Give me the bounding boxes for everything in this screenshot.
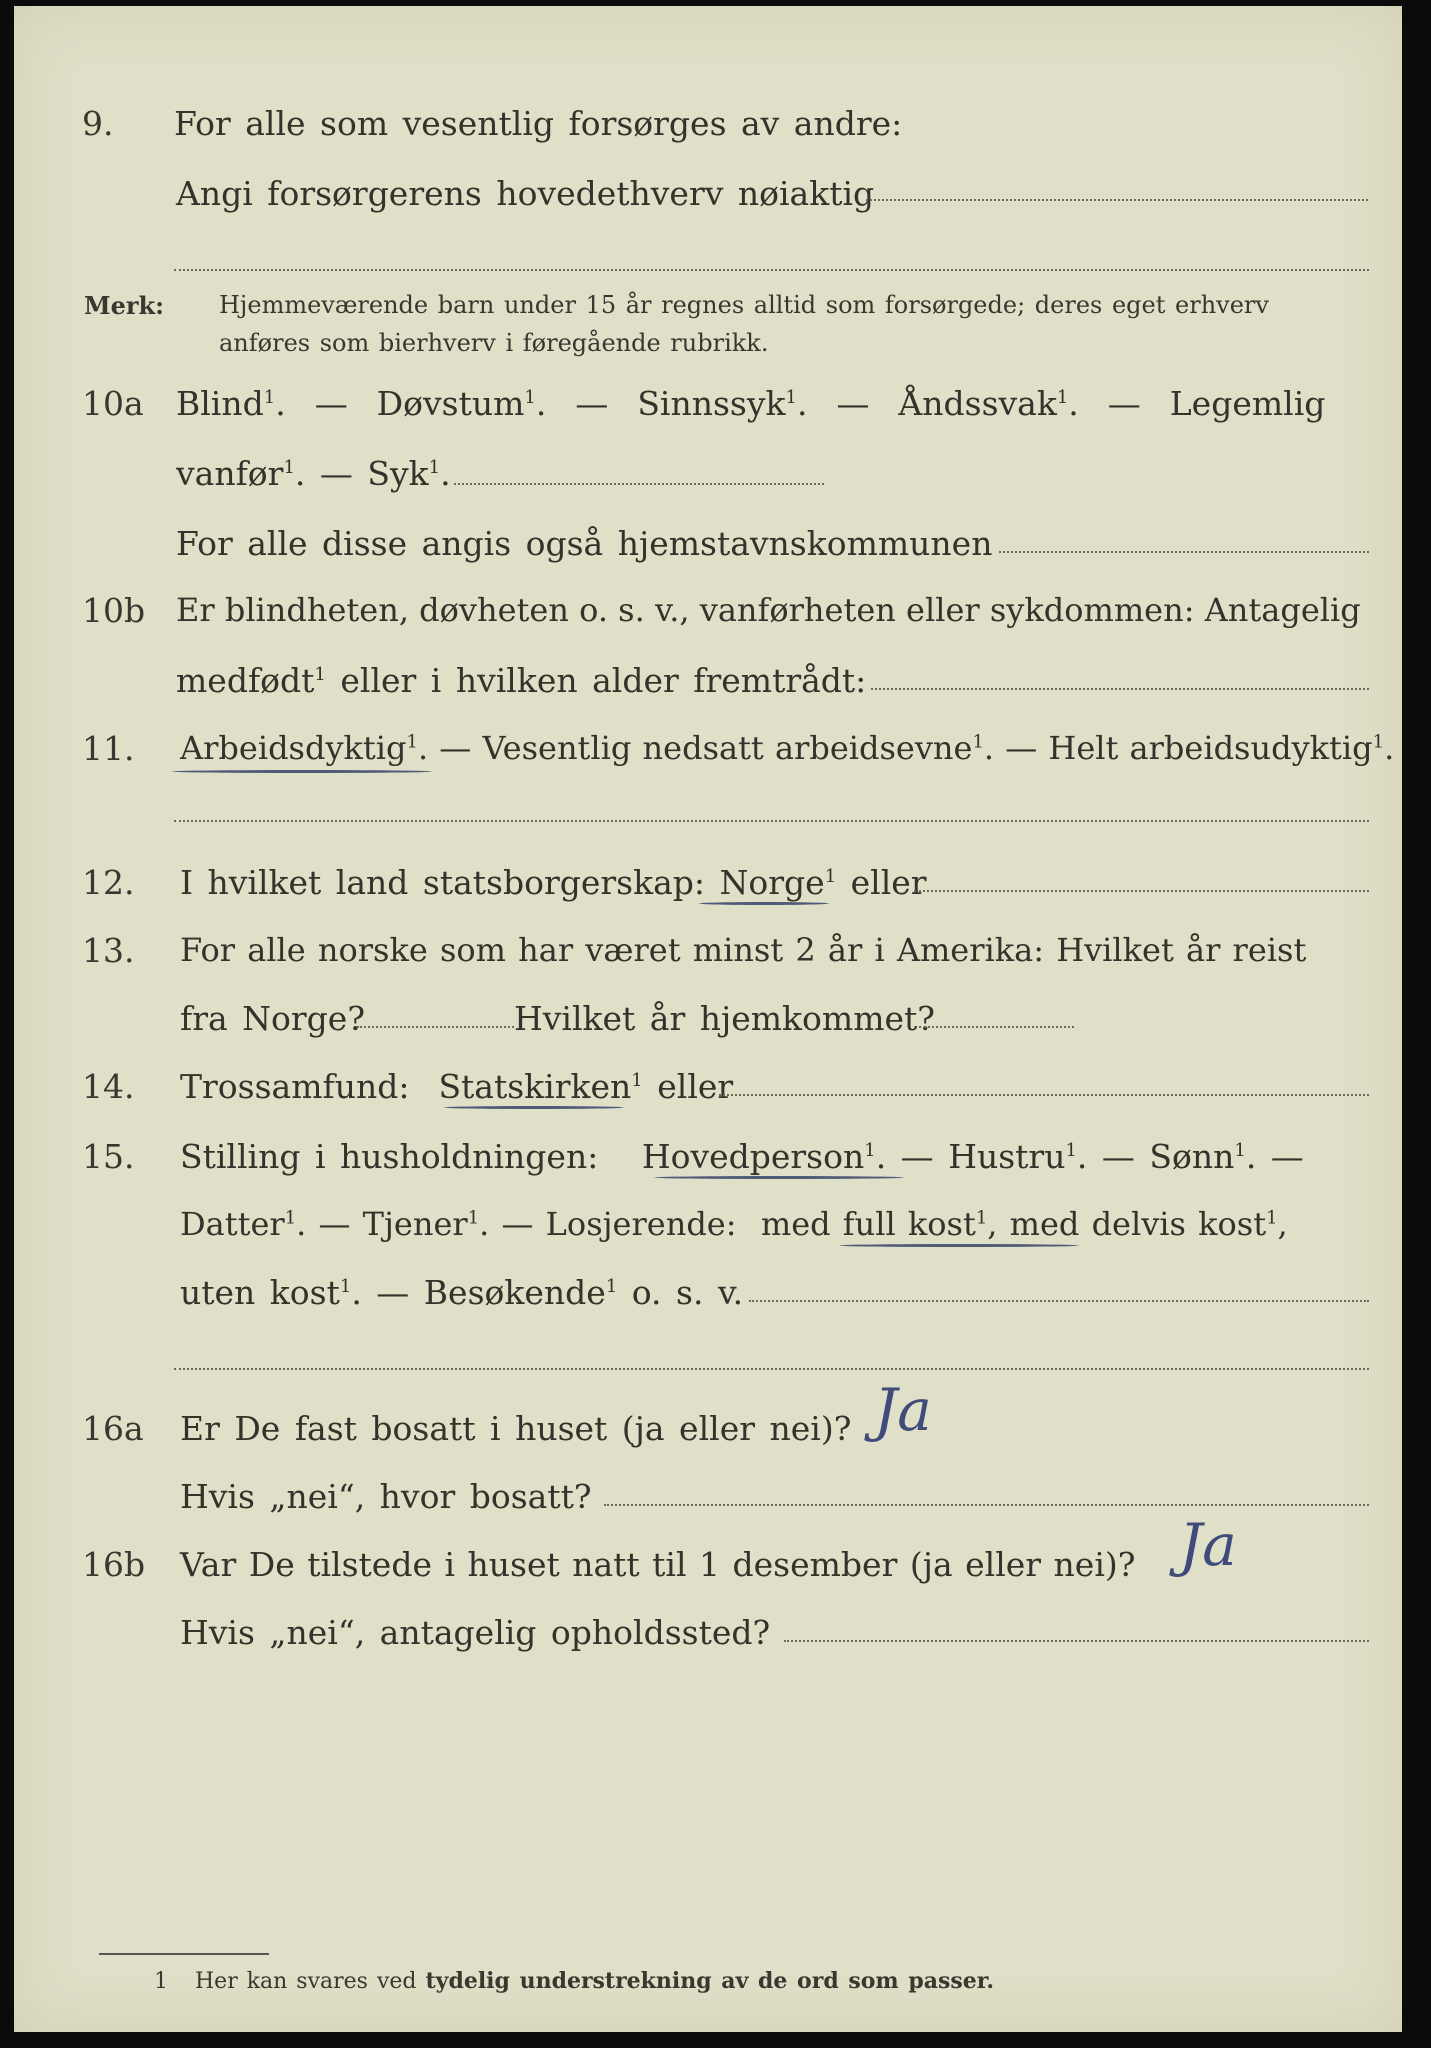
opt-blind: Blind (176, 384, 264, 423)
q16b-line1: Var De tilstede i huset natt til 1 desember (ja eller nei)? (180, 1545, 1136, 1584)
opt-delvis-kost: med delvis kost (1009, 1205, 1267, 1243)
q13-line1: For alle norske som har været minst 2 år i Amerika: Hvilket år reist (180, 931, 1307, 969)
merk-label: Merk: (84, 291, 164, 320)
q10b-line2: medfødt$^1$ eller i hvilken alder fremtrådt: (176, 661, 867, 700)
q16b-handwritten-answer: Ja (1179, 1511, 1237, 1579)
q12-underline-mark (699, 902, 829, 905)
opt-tjener: Tjener (362, 1205, 468, 1243)
q9-number: 9. (82, 104, 114, 143)
q16b-answer-line (784, 1640, 1369, 1642)
q13-number: 13. (82, 931, 135, 970)
q15-underline-full-kost (839, 1244, 1079, 1247)
q16a-number: 16a (82, 1409, 144, 1448)
q11-underline-mark (172, 770, 432, 773)
opt-nedsatt: Vesentlig nedsatt arbeidsevne (482, 729, 973, 767)
q15-answer-line (749, 1300, 1369, 1302)
opt-besokende: Besøkende (423, 1273, 606, 1312)
census-form-page (14, 6, 1402, 2032)
q10b-line1: Er blindheten, døvheten o. s. v., vanførheten eller sykdommen: Antagelig (176, 591, 1361, 629)
opt-legemlig: Legemlig (1169, 384, 1326, 423)
q16b-line2: Hvis „nei“, antagelig opholdssted? (180, 1613, 771, 1652)
q14-number: 14. (82, 1067, 135, 1106)
q16a-line2: Hvis „nei“, hvor bosatt? (180, 1477, 592, 1516)
opt-syk: Syk (367, 454, 429, 493)
opt-full-kost: med full kost (760, 1205, 976, 1243)
opt-vanfor: vanfør (176, 454, 284, 493)
q10a-line3: For alle disse angis også hjemstavnskommunen (176, 524, 993, 563)
q13-line2b: Hvilket år hjemkommet? (514, 999, 935, 1038)
q16a-line1: Er De fast bosatt i huset (ja eller nei)? (180, 1409, 852, 1448)
q10a-number: 10a (82, 384, 144, 423)
q14-answer-line (719, 1094, 1369, 1096)
q9-answer-line-2 (174, 269, 1369, 271)
opt-uten-kost: uten kost (180, 1273, 340, 1312)
q10a-line1: Blind$^1$. — Døvstum$^1$. — Sinnssyk$^1$. — Åndssvak$^1$. — Legemlig (176, 384, 1326, 423)
q15-line2: Datter$^1$. — Tjener$^1$. — Losjerende: med full kost$^1$, med delvis kost$^1$, (180, 1205, 1288, 1243)
opt-datter: Datter (180, 1205, 285, 1243)
opt-hustru: Hustru (948, 1137, 1066, 1176)
opt-udyktig: Helt arbeidsudyktig (1048, 729, 1373, 767)
opt-medfodt: medfødt (176, 661, 315, 700)
q11-number: 11. (82, 729, 135, 768)
q10b-number: 10b (82, 591, 146, 630)
q14-underline-mark (444, 1106, 624, 1109)
q15-number: 15. (82, 1137, 135, 1176)
q9-answer-line (866, 199, 1368, 201)
q15-line3: uten kost$^1$. — Besøkende$^1$ o. s. v. (180, 1273, 744, 1312)
q12-line: I hvilket land statsborgerskap: Norge$^1$ eller (180, 863, 927, 902)
q15-underline-hovedperson (654, 1176, 904, 1179)
q15-line1: Stilling i husholdningen: Hovedperson$^1$. — Hustru$^1$. — Sønn$^1$. — (180, 1137, 1304, 1176)
q14-line: Trossamfund: Statskirken$^1$ eller (180, 1067, 734, 1106)
opt-arbeidsdyktig: Arbeidsdyktig (180, 729, 407, 767)
q9-line2: Angi forsørgerens hovedethverv nøiaktig (176, 174, 875, 213)
q10a-kommune-line (999, 551, 1369, 553)
q13-line2a: fra Norge? (180, 999, 366, 1038)
q12-answer-line (914, 890, 1369, 892)
opt-statskirken: Statskirken (438, 1067, 632, 1106)
q16a-handwritten-answer: Ja (874, 1376, 932, 1444)
opt-dovstum: Døvstum (376, 384, 525, 423)
opt-sonn: Sønn (1149, 1137, 1235, 1176)
q10a-answer-line (454, 483, 824, 485)
opt-sinnssyk: Sinnssyk (637, 384, 786, 423)
q10b-answer-line (871, 688, 1369, 690)
q10a-line2: vanfør$^1$. — Syk$^1$. (176, 454, 451, 493)
q13-hjemkommet-line (919, 1026, 1074, 1028)
q15-answer-line-2 (174, 1368, 1369, 1370)
opt-hovedperson: Hovedperson (641, 1137, 865, 1176)
q9-line1: For alle som vesentlig forsørges av andre: (174, 104, 903, 143)
opt-andssvak: Åndssvak (898, 384, 1057, 423)
q11-line: Arbeidsdyktig$^1$. — Vesentlig nedsatt arbeidsevne$^1$. — Helt arbeidsudyktig$^1$. (180, 729, 1395, 767)
opt-norge: Norge (719, 863, 825, 902)
merk-line2: anføres som bierhverv i føregående rubrikk. (219, 329, 769, 357)
q16b-number: 16b (82, 1545, 146, 1584)
footnote: 1 Her kan svares ved tydelig understrekning av de ord som passer. (154, 1968, 994, 1994)
q16a-answer-line (604, 1504, 1369, 1506)
q12-number: 12. (82, 863, 135, 902)
q11-answer-line (174, 820, 1369, 822)
q13-reist-line (357, 1026, 514, 1028)
footnote-rule (99, 1953, 269, 1955)
merk-line1: Hjemmeværende barn under 15 år regnes alltid som forsørgede; deres eget erhverv (219, 291, 1269, 319)
